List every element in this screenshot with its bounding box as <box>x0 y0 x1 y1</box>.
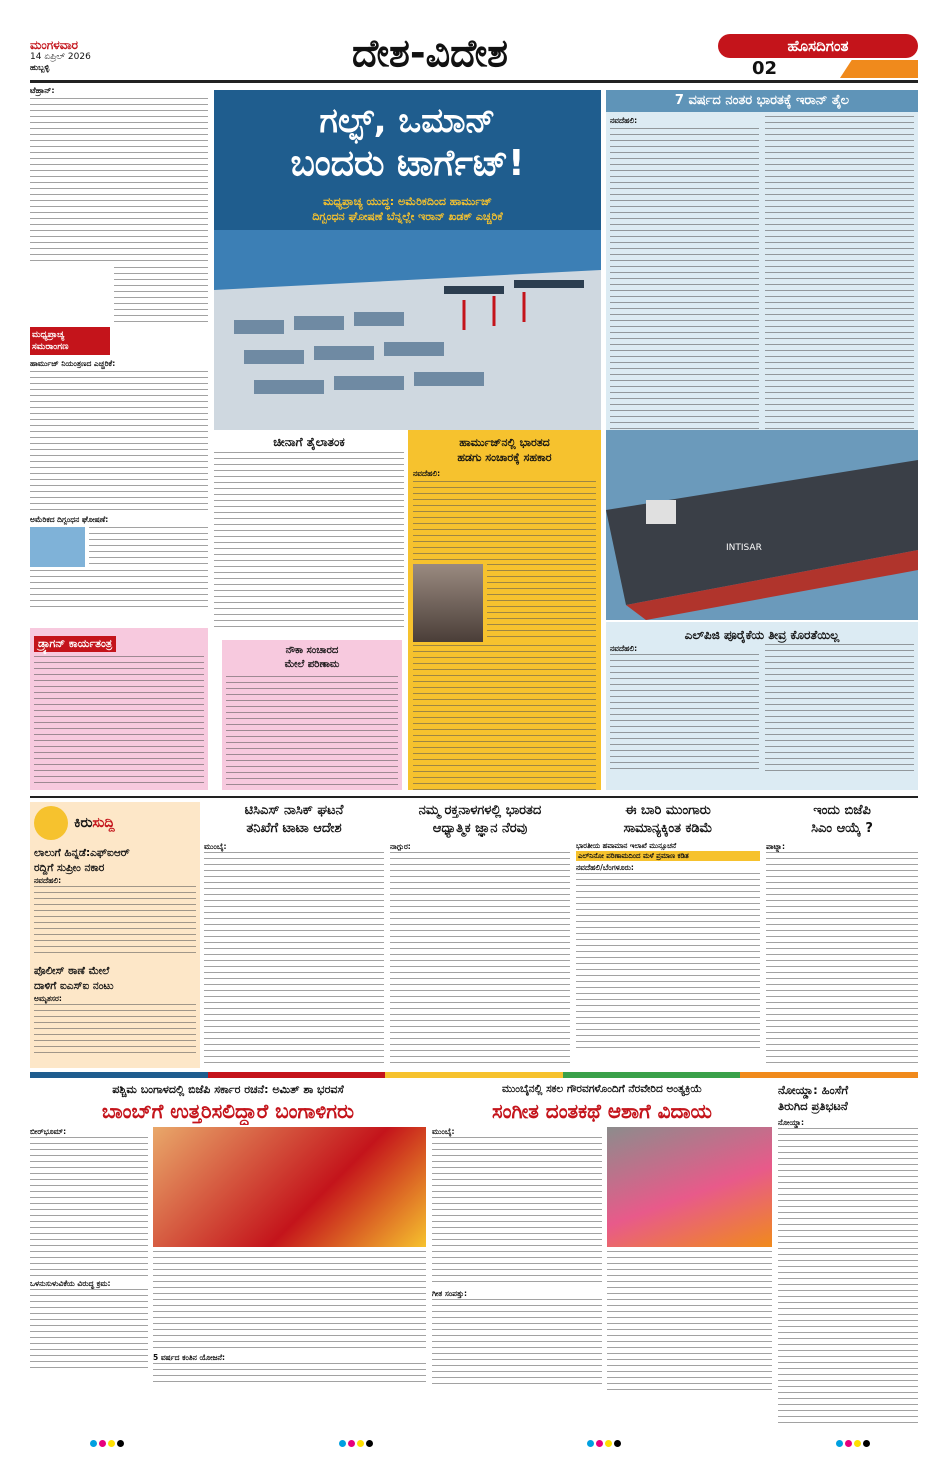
noida-title-line-1: ನೋಯ್ಡಾ: ಹಿಂಸೆಗೆ <box>778 1083 849 1097</box>
map-inset <box>30 527 208 567</box>
blood-text <box>390 852 570 1068</box>
kiru-item-1-line-1: ಲಾಲುಗೆ ಹಿನ್ನಡೆ:ಎಫ್‌ಐಆರ್ <box>34 847 130 859</box>
page-section-title: ದೇಶ-ವಿದೇಶ <box>352 31 508 75</box>
tcs-title-line-2: ತನಿಖೆಗೆ ಟಾಟಾ ಆದೇಶ <box>246 821 342 836</box>
port-illustration <box>214 230 601 430</box>
kiru-item-2-dateline: ಅಮೃತಸರ: <box>34 994 62 1003</box>
hormuz-title <box>413 435 596 465</box>
tcs-title <box>204 802 384 838</box>
tanker-bridge <box>646 500 676 524</box>
bengal-story <box>30 1082 426 1432</box>
war-badge <box>30 267 208 327</box>
hormuz-title-line-1: ಹಾರ್ಮುಜ್‌ನಲ್ಲಿ ಭಾರತದ <box>459 436 550 449</box>
lead-dateline: ಟೆಹ್ರಾನ್: <box>30 86 55 95</box>
deck-line-2: ದಿಗ್ಬಂಧನ ಘೋಷಣೆ ಬೆನ್ನಲ್ಲೇ ಇರಾನ್ ಖಡಕ್ ಎಚ್ಚರಿಕೆ <box>312 210 503 223</box>
asha-sub-1: ಗೀತ ಸಂಪತ್ತು: <box>432 1289 467 1298</box>
header-rule <box>30 80 918 83</box>
official-photo <box>413 564 483 642</box>
naval-title-line-1: ನೌಕಾ ಸಂಚಾರದ <box>285 645 339 656</box>
bengal-kicker: ಪಶ್ಚಿಮ ಬಂಗಾಳದಲ್ಲಿ ಬಿಜೆಪಿ ಸರ್ಕಾರ ರಚನೆ: ಅಮಿತ್ ಶಾ ಭರವಸೆ <box>112 1083 344 1096</box>
hormuz-title-line-2: ಹಡಗು ಸಂಚಾರಕ್ಕೆ ಸಹಕಾರ <box>457 451 552 464</box>
blood-title <box>390 802 570 838</box>
dragon-strategy-box <box>30 628 208 790</box>
monsoon-dateline: ನವದೆಹಲಿ/ಬೆಂಗಳೂರು: <box>576 863 634 872</box>
tanker-name: INTISAR <box>726 543 762 553</box>
iran-oil-story <box>606 90 918 620</box>
iran-oil-dateline: ನವದೆಹಲಿ: <box>610 116 638 125</box>
tcs-dateline: ಮುಂಬೈ: <box>204 842 227 851</box>
noida-title-line-2: ತಿರುಗಿದ ಪ್ರತಿಭಟನೆ <box>778 1099 848 1113</box>
hormuz-dateline: ನವದೆಹಲಿ: <box>413 469 441 478</box>
noida-story <box>778 1082 918 1432</box>
orange-corner <box>840 60 918 78</box>
tcs-title-line-1: ಟಿಸಿಎಸ್ ನಾಸಿಕ್ ಘಟನೆ <box>244 803 344 818</box>
kirusuddi-brand <box>34 806 196 840</box>
lpg-story <box>606 622 918 790</box>
bihar-text <box>766 852 918 1068</box>
blood-dateline: ನಾಗ್ಪುರ: <box>390 842 411 851</box>
naval-title-line-2: ಮೇಲೆ ಪರಿಣಾಮ <box>284 659 340 670</box>
china-title: ಚೀನಾಗೆ ತೈಲಾತಂಕ <box>273 435 345 449</box>
monsoon-kicker-2: ಎಲ್‌ನಿನೋ ಪರಿಣಾಮದಿಂದ ಮಳೆ ಪ್ರಮಾಣ ಕಡಿತ <box>576 851 760 861</box>
bengal-dateline: ಬೀರ್‌ಭೂಮ್: <box>30 1127 67 1136</box>
asha-dateline: ಮುಂಬೈ: <box>432 1127 455 1136</box>
noida-title <box>778 1082 918 1114</box>
lead-text-1 <box>30 98 208 263</box>
asha-title: ಸಂಗೀತ ದಂತಕಥೆ ಆಶಾಗೆ ವಿದಾಯ <box>492 1099 712 1123</box>
kiru-item-2-title <box>34 964 196 994</box>
lead-deck <box>220 194 595 224</box>
naval-text <box>226 676 398 786</box>
gulf-map <box>30 527 85 567</box>
lpg-text-1 <box>610 654 759 774</box>
blood-story <box>390 802 570 1068</box>
bengal-title: ಬಾಂಬ್‌ಗೆ ಉತ್ತರಿಸಲಿದ್ದಾರೆ ಬಂಗಾಳಿಗರು <box>101 1099 355 1123</box>
lead-headline <box>214 100 601 186</box>
tanker-photo <box>606 430 918 620</box>
war-badge-label <box>30 327 110 355</box>
bengal-sub-1: ಒಳನುಸುಳುವಿಕೆಯ ವಿರುದ್ಧ ಕ್ರಮ: <box>30 1279 111 1288</box>
monsoon-title-line-1: ಈ ಬಾರಿ ಮುಂಗಾರು <box>625 803 711 818</box>
hand-icon <box>34 806 68 840</box>
city-label: ಹುಬ್ಬಳ್ಳಿ <box>30 63 50 72</box>
brand-part-a: ಕಿರು <box>74 815 93 831</box>
tcs-text <box>204 852 384 1068</box>
kiru-item-1-line-2: ರದ್ದಿಗೆ ಸುಪ್ರೀಂ ನಕಾರ <box>34 862 105 874</box>
monsoon-story <box>576 802 760 1068</box>
date-block <box>30 38 150 73</box>
day-label: ಮಂಗಳವಾರ <box>30 38 79 52</box>
kiru-item-1-dateline: ನವದೆಹಲಿ: <box>34 876 62 885</box>
noida-text <box>778 1128 918 1428</box>
paper-name: ಹೊಸದಿಗಂತ <box>787 37 849 55</box>
masthead <box>0 0 945 90</box>
blood-title-line-2: ಆಧ್ಯಾತ್ಮಿಕ ಜ್ಞಾನ ನೆರವು <box>432 821 528 836</box>
hormuz-text-2 <box>413 645 596 795</box>
tcs-story <box>204 802 384 1068</box>
bihar-dateline: ಪಾಟ್ನಾ: <box>766 842 786 851</box>
iran-oil-text-1 <box>610 128 759 438</box>
bengal-text-3 <box>153 1251 426 1351</box>
hormuz-text-1 <box>413 481 596 561</box>
kiru-item-1-text <box>34 886 196 958</box>
monsoon-title <box>576 802 760 838</box>
bihar-story <box>766 802 918 1068</box>
asha-text-2 <box>432 1299 602 1389</box>
mid-rule <box>30 796 918 798</box>
kiru-item-2-line-2: ದಾಳಿಗೆ ಐಎಸ್‌ಐ ನಂಟು <box>34 980 114 992</box>
asha-story <box>432 1082 772 1432</box>
bengal-sub-2: 5 ವರ್ಷದ ಕಂತಿನ ಯೋಜನೆ: <box>153 1353 226 1362</box>
paper-logo <box>718 34 918 58</box>
deck-line-1: ಮಧ್ಯಪ್ರಾಚ್ಯ ಯುದ್ಧ: ಅಮೆರಿಕದಿಂದ ಹಾರ್ಮುಜ್ <box>323 195 492 208</box>
kirusuddi-column <box>30 802 200 1068</box>
bihar-title <box>766 802 918 838</box>
lead-subhead-2: ಅಮೆರಿಕದ ದಿಗ್ಬಂಧನ ಘೋಷಣೆ: <box>30 515 109 524</box>
funeral-photo <box>607 1127 772 1247</box>
monsoon-text <box>576 873 760 1053</box>
bihar-title-line-2: ಸಿಎಂ ಆಯ್ಕೆ ? <box>811 821 873 836</box>
dragon-title: ಡ್ರ್ಯಾಗನ್ ಕಾರ್ಯತಂತ್ರ <box>34 636 116 652</box>
monsoon-kicker-1: ಭಾರತೀಯ ಹವಾಮಾನ ಇಲಾಖೆ ಮುನ್ಸೂಚನೆ <box>576 842 677 850</box>
naval-box <box>222 640 402 790</box>
naval-title <box>226 644 398 672</box>
lpg-text-2 <box>765 644 914 774</box>
china-text <box>214 452 404 632</box>
bengal-text-4 <box>153 1363 426 1383</box>
badge-line-2: ಸಮರಾಂಗಣ <box>32 342 69 352</box>
iran-oil-title: 7 ವರ್ಷದ ನಂತರ ಭಾರತಕ್ಕೆ ಇರಾನ್ ತೈಲ <box>606 90 918 112</box>
brand-part-b: ಸುದ್ದಿ <box>92 815 115 831</box>
registration-marks <box>90 1440 870 1450</box>
lead-text-2 <box>30 371 208 511</box>
date-label: 14 ಏಪ್ರಿಲ್ 2026 <box>30 52 91 62</box>
dragon-text <box>34 656 204 786</box>
asha-text-1 <box>432 1137 602 1287</box>
kiru-item-2-text <box>34 1004 196 1054</box>
asha-text-3 <box>607 1251 772 1391</box>
badge-line-1: ಮಧ್ಯಪ್ರಾಚ್ಯ <box>32 330 65 340</box>
headline-line-2: ಬಂದರು ಟಾರ್ಗೆಟ್! <box>290 143 525 184</box>
asha-kicker: ಮುಂಬೈನಲ್ಲಿ ಸಕಲ ಗೌರವಗಳೊಂದಿಗೆ ನೆರವೇರಿದ ಅಂತ್ಯಕ್ರಿಯೆ <box>501 1083 702 1095</box>
bengal-text-1 <box>30 1137 148 1277</box>
leaders-photo <box>30 267 110 327</box>
page-number: 02 <box>752 58 778 79</box>
lead-text-3 <box>30 570 208 610</box>
lead-subhead-1: ಹಾರ್ಮುಜ್ ನಿಯಂತ್ರಣದ ಎಚ್ಚರಿಕೆ: <box>30 359 116 368</box>
color-strip <box>30 1072 918 1078</box>
lead-left-column <box>30 86 208 626</box>
blood-title-line-1: ನಮ್ಮ ರಕ್ತನಾಳಗಳಲ್ಲಿ ಭಾರತದ <box>418 803 542 818</box>
amit-shah-photo <box>153 1127 426 1247</box>
noida-dateline: ನೋಯ್ಡಾ: <box>778 1118 804 1127</box>
kiru-item-1-title <box>34 846 196 876</box>
china-story <box>214 434 404 634</box>
lpg-dateline: ನವದೆಹಲಿ: <box>610 644 638 653</box>
bengal-text-2 <box>30 1289 148 1369</box>
lpg-title: ಎಲ್‌ಪಿಜಿ ಪೂರೈಕೆಯ ತೀವ್ರ ಕೊರತೆಯಿಲ್ಲ <box>684 628 840 642</box>
bihar-title-line-1: ಇಂದು ಬಿಜೆಪಿ <box>813 803 871 818</box>
monsoon-title-line-2: ಸಾಮಾನ್ಯಕ್ಕಿಂತ ಕಡಿಮೆ <box>623 821 713 836</box>
hormuz-box <box>408 430 601 790</box>
iran-oil-text-2 <box>765 116 914 436</box>
kiru-item-2-line-1: ಪೊಲೀಸ್ ಠಾಣೆ ಮೇಲೆ <box>34 965 110 977</box>
headline-line-1: ಗಲ್ಫ್, ಒಮಾನ್ <box>319 101 496 141</box>
lead-banner <box>214 90 601 430</box>
